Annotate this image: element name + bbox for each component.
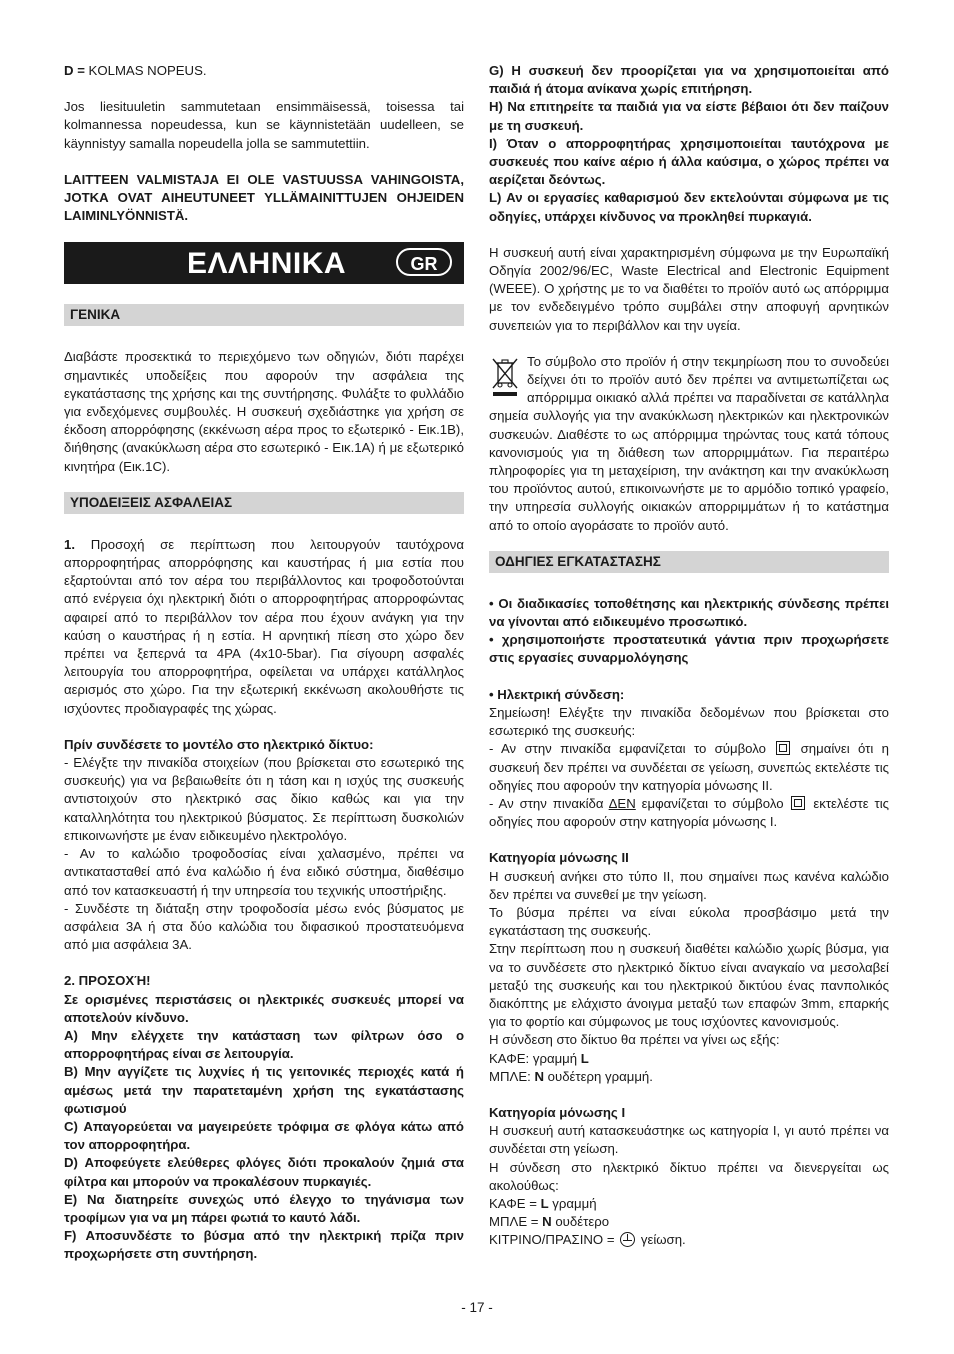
class-2-para-1: Η συσκευή ανήκει στο τύπο II, που σημαίνει πως κανένα καλώδιο δεν πρέπει να συνεθεί με την γείωση. (489, 868, 889, 902)
safety-2-l: L) Αν οι εργασίες καθαρισμού δεν εκτελούνται σύμφωνα με τις οδηγίες, υπάρχει κίνδυνος να προκληθεί πυρκαγιά. (489, 190, 889, 224)
double-insulation-icon (791, 796, 805, 810)
safety-2-intro: Σε ορισμένες περιστάσεις οι ηλεκτρικές συσκευές μπορεί να αποτελούν κίνδυνο. (64, 991, 464, 1025)
finnish-warning: LAITTEEN VALMISTAJA EI OLE VASTUUSSA VAHINGOISTA, JOTKA OVAT AIHEUTUNEET YLLÄMAINITTUJEN OHJEIDEN LAIMINLYÖNNISTÄ. (64, 171, 464, 224)
earth-ground-icon (620, 1232, 635, 1247)
class-2-para-2: Το βύσμα πρέπει να είναι εύκολα προσβάσιμο μετά την εγκατάσταση της συσκευής. (489, 904, 889, 939)
electrical-if-not-symbol: - Αν στην πινακίδα ΔΕΝ εμφανίζεται το σύμβολο εκτελέστε τις οδηγίες που αφορούν στην κατηγορία μόνωσης I. (489, 795, 889, 830)
class-1-blue: ΜΠΛΕ = N ουδέτερο (489, 1214, 610, 1230)
section-heading-safety: ΥΠΟΔΕΙΞΕΙΣ ΑΣΦΑΛΕΙΑΣ (64, 492, 464, 514)
language-badge: GR (396, 248, 452, 276)
safety-point-1: 1. Προσοχή σε περίπτωση που λειτουργούν ταυτόχρονα απορροφητήρας απορρόφησης και καυστήρας ή μια εστία που εξαρτούνται από τον αέρα του περιβάλλοντος και τροφοδοτούνται από ενέργεια όχι ηλεκτρική διότι ο απορροφητήρας απορροφώντας αφαιρεί από το περιβάλλον τον αέρα που έχουν ανάγκη για την καύση ο καυστήρας ή η εστία. Η αρνητική πίεση στο χώρο δεν πρέπει να ξεπερνά τα 4PA (4x10-5bar). Για σίγουρη ασφαλές λειτουργία του απορροφητήρα, οφείλεται να υπάρχει κατάλληλος αερισμός στο χώρο. Για την εξωτερική εκκένωση ακολουθήστε τις ισχύοντες προδιαγραφές της χώρας. (64, 536, 464, 716)
class-1-para-2: Η σύνδεση στο ηλεκτρικό δίκτυο πρέπει να διενεργείται ως ακολούθως: (489, 1159, 889, 1193)
general-paragraph: Διαβάστε προσεκτικά το περιεχόμενο των οδηγιών, διότι παρέχει σημαντικές υποδείξεις που αφορούν την ασφάλεια της εγκατάστασης της χρήσης και της συντήρησης. Φυλάξτε το φυλλάδιο για ενδεχόμενες συμβουλές. Η συσκευή σχεδιάστηκε για χρήση σε έκδοση απορρόφησης (εκκένωση αέρα προς το εξωτερικό - Εικ.1B), διήθησης (ανακύκλωση αέρα στο εσωτερικό - Εικ.1A) ή με εξωτερικό κινητήρα (Εικ.1C). (64, 349, 464, 474)
left-column (64, 62, 464, 1264)
safety-2-i: I) Όταν ο απορροφητήρας χρησιμοποιείται ταυτόχρονα με συσκευές που καίνε αέριο ή άλλα καύσιμα, ο χώρος πρέπει να αερίζεται δεόντως. (489, 135, 889, 188)
before-connect-item-3: - Συνδέστε τη διάταξη στην τροφοδοσία μέσω ενός βύσματος με ασφάλεια 3A ή στα δύο καλώδια του διφασικού προστατευόμενα από μια ασφάλεια 3A. (64, 900, 464, 953)
crossed-bin-icon (489, 355, 521, 397)
install-bullet-2: • χρησιμοποιήστε προστατευτικά γάντια πριν προχωρήσετε στις εργασίες συναρμολόγησης (489, 632, 889, 666)
safety-2-d: D) Αποφεύγετε ελεύθερες φλόγες διότι προκαλούν ζημιά στα φίλτρα και μπορούν να προκαλέσουν πυρκαγιές. (64, 1155, 464, 1189)
class-2-brown: ΚΑΦΕ: γραμμή L (489, 1050, 589, 1066)
safety-2-b: B) Μην αγγίζετε τις λυχνίες ή τις γειτονικές περιοχές κατά ή αμέσως μετά την παρατεταμένη χρήση της εγκατάστασης φωτισμού (64, 1064, 464, 1116)
class-2-para-4: Η σύνδεση στο δίκτυο θα πρέπει να γίνει ως εξής: (489, 1032, 780, 1048)
install-bullet-1: • Οι διαδικασίες τοποθέτησης και ηλεκτρικής σύνδεσης πρέπει να γίνονται από ειδικευμένο προσωπικό. (489, 595, 889, 630)
section-heading-install: ΟΔΗΓΙΕΣ ΕΓΚΑΤΑΣΤΑΣΗΣ (489, 551, 889, 573)
class-2-blue: ΜΠΛΕ: N ουδέτερη γραμμή. (489, 1068, 653, 1084)
weee-block (489, 353, 889, 535)
electrical-if-symbol: - Αν στην πινακίδα εμφανίζεται το σύμβολο σημαίνει ότι η συσκευή δεν πρέπει να συνδέεται σε γείωση, συνεπώς εκτελέστε τις οδηγίες που αφορούν την κατηγορία μόνωσης II. (489, 741, 889, 793)
right-column (489, 62, 889, 1250)
class-1-para-1: Η συσκευή αυτή κατασκευάστηκε ως κατηγορία I, γι αυτό πρέπει να συνδέεται στη γείωση. (489, 1123, 889, 1157)
section-heading-general: ΓΕΝΙΚΑ (64, 304, 464, 326)
before-connect-heading: Πρίν συνδέσετε το μοντέλο στο ηλεκτρικό δίκτυο: (64, 736, 374, 752)
finnish-paragraph: Jos liesituuletin sammutetaan ensimmäisessä, toisessa tai kolmannessa nopeudessa, kun se käynnistetään uudelleen, se käynnistyy samalla nopeudella jolla se sammutettiin. (64, 99, 464, 151)
class-1-heading: Κατηγορία μόνωσης I (489, 1104, 626, 1120)
class-2-para-3: Στην περίπτωση που η συσκευή διαθέτει καλώδιο χωρίς βύσμα, για να το συνδέσετε στο ηλεκτρικό δίκτυο είναι αναγκαίο να μεσολαβεί μεταξύ της συσκευής και του ηλεκτρικού δικτύου ένας πανπολικός διακόπτης με ελάχιστο άνοιγμα μεταξύ των επαφών 3mm, επαρκής για το φορτίο και σύμφωνος με τους ισχύοντες κανονισμούς. (489, 941, 889, 1030)
safety-2-f: F) Αποσυνδέστε το βύσμα από την ηλεκτρική πρίζα πριν προχωρήσετε στη συντήρηση. (64, 1228, 464, 1262)
banner-title: ΕΛΛΗΝΙΚΑ (187, 247, 347, 281)
safety-2-g: G) Η συσκευή δεν προορίζεται για να χρησιμοποιείται από παιδιά ή άτομα ανίκανα χωρίς επιτήρηση. (489, 63, 889, 97)
class-2-heading: Κατηγορία μόνωσης II (489, 850, 629, 866)
double-insulation-icon (776, 741, 790, 755)
before-connect-item-1: - Ελέγξτε την πινακίδα στοιχείων (που βρίσκεται στο εσωτερικό της συσκευής) για να βεβαιωθείτε ότι η τάση και η ισχύς της συσκευής αντιστοιχούν στο ηλεκτρικό σας δίκιο καθώς και για την καταλληλότητα του ηλεκτρικού βύσματος. Σε περίπτωση δυσκολιών επικοινωνήστε με έναν ειδικευμένο ηλεκτρολόγο. (64, 755, 464, 843)
safety-2-c: C) Απαγορεύεται να μαγειρεύετε τρόφιμα σε φλόγα κάτω από τον απορροφητήρα. (64, 1118, 464, 1153)
safety-2-e: E) Να διατηρείτε συνεχώς υπό έλεγχο το τηγάνισμα των τροφίμων για να μη πάρει φωτιά το καυτό λάδι. (64, 1191, 464, 1225)
page-number: - 17 - (461, 1300, 493, 1315)
class-1-ground: ΚΙΤΡΙΝΟ/ΠΡΑΣΙΝΟ = γείωση. (489, 1232, 686, 1248)
safety-2-heading: 2. ΠΡΟΣΟΧΉ! (64, 973, 151, 989)
before-connect-item-2: - Αν το καλώδιο τροφοδοσίας είναι χαλασμένο, πρέπει να αντικατασταθεί από ένα καλώδιο ή ένα ειδικό σύστημα, διαθέσιμο από τον κατασκευαστή ή την υπηρεσία του τεχνικής υποστήριξης. (64, 846, 464, 898)
symbol-paragraph: Το σύμβολο στο προϊόν ή στην τεκμηρίωση που το συνοδεύει δείχνει ότι το προϊόν αυτό δεν πρέπει να αντιμετωπίζεται ως απόρριμμα οικιακό αλλά πρέπει να παραδίνεται σε κατάλληλα σημεία συλλογής για την ανακύκλωση ηλεκτρικών και ηλεκτρονικών συσκευών. Διαθέστε το ως απόρριμμα τηρώντας τους κατά τόπους κανονισμούς για τη διάθεση των απορριμμάτων. Για περαιτέρω πληροφορίες για τη μεταχείριση, την ανάκτηση και την ανακύκλωση του προϊόντος αυτού, επικοινωνήστε με το αρμόδιο τοπικό γραφείο, την υπηρεσία συλλογής οικιακών απορριμμάτων ή το κατάστημα από το οποίο αγοράσατε το προϊόν αυτό. (489, 353, 889, 533)
weee-paragraph: Η συσκευή αυτή είναι χαρακτηρισμένη σύμφωνα με την Ευρωπαϊκή Οδηγία 2002/96/EC, Waste Electrical and Electronic Equipment (WEEE). Ο χρήστης με το να διαθέτει το προϊόν αυτό ως απόρριμμα με τον ενδεδειγμένο τρόπο συμβάλει στην αποφυγή αρνητικών συνεπειών για το περιβάλλον και την υγεία. (489, 244, 889, 333)
electrical-heading: • Ηλεκτρική σύνδεση: (489, 686, 625, 702)
d-speed-line: D = KOLMAS NOPEUS. (64, 63, 207, 78)
safety-2-h: H) Να επιτηρείτε τα παιδιά για να είστε βέβαιοι ότι δεν παίζουν με τη συσκευή. (489, 99, 889, 133)
safety-2-a: A) Μην ελέγχετε την κατάσταση των φίλτρων όσο ο απορροφητήρας είναι σε λειτουργία. (64, 1027, 464, 1062)
class-1-brown: ΚΑΦΕ = L γραμμή (489, 1195, 597, 1211)
electrical-note: Σημείωση! Ελέγξτε την πινακίδα δεδομένων που βρίσκεται στο εσωτερικό της συσκευής: (489, 704, 889, 739)
language-banner (64, 242, 464, 284)
